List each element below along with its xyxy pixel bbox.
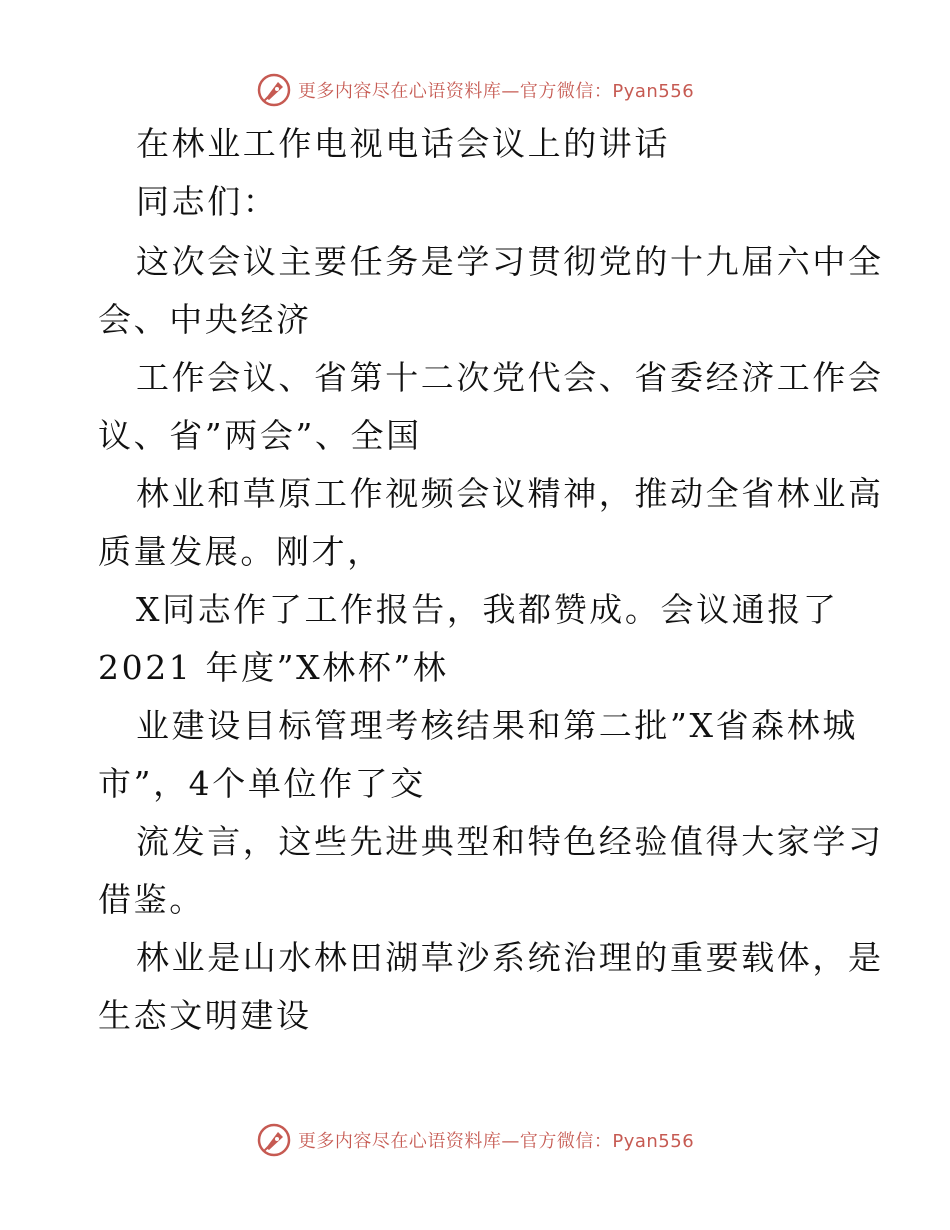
paragraph-line: 议、省”两会”、全国 bbox=[98, 416, 422, 455]
footer-banner-text: 更多内容尽在心语资料库—官方微信：Pyan556 bbox=[297, 1131, 695, 1152]
paragraph-line: 生态文明建设 bbox=[98, 996, 312, 1035]
paragraph-line: 会、中央经济 bbox=[98, 300, 312, 339]
paragraph-line: 工作会议、省第十二次党代会、省委经济工作会 bbox=[136, 358, 884, 397]
salutation: 同志们： bbox=[136, 182, 279, 221]
paragraph-line: X同志作了工作报告，我都赞成。会议通报了 bbox=[136, 590, 839, 629]
paragraph-line: 质量发展。刚才， bbox=[98, 532, 383, 571]
paragraph-line: 这次会议主要任务是学习贯彻党的十九届六中全 bbox=[136, 242, 884, 281]
pen-nib-logo-icon bbox=[256, 72, 292, 108]
paragraph-line: 流发言，这些先进典型和特色经验值得大家学习 bbox=[136, 822, 884, 861]
pen-nib-logo-icon bbox=[256, 1122, 292, 1158]
paragraph-line: 林业是山水林田湖草沙系统治理的重要载体，是 bbox=[136, 938, 884, 977]
paragraph-line: 2021 年度”X林杯”林 bbox=[98, 648, 449, 687]
header-banner-text: 更多内容尽在心语资料库—官方微信：Pyan556 bbox=[297, 81, 695, 102]
paragraph-line: 借鉴。 bbox=[98, 880, 205, 919]
paragraph-line: 林业和草原工作视频会议精神，推动全省林业高 bbox=[136, 474, 884, 513]
paragraph-line: 市”，4个单位作了交 bbox=[98, 764, 426, 803]
header-banner bbox=[0, 70, 950, 110]
document-title: 在林业工作电视电话会议上的讲话 bbox=[136, 124, 670, 163]
footer-banner bbox=[0, 1120, 950, 1160]
paragraph-line: 业建设目标管理考核结果和第二批”X省森林城 bbox=[136, 706, 858, 745]
